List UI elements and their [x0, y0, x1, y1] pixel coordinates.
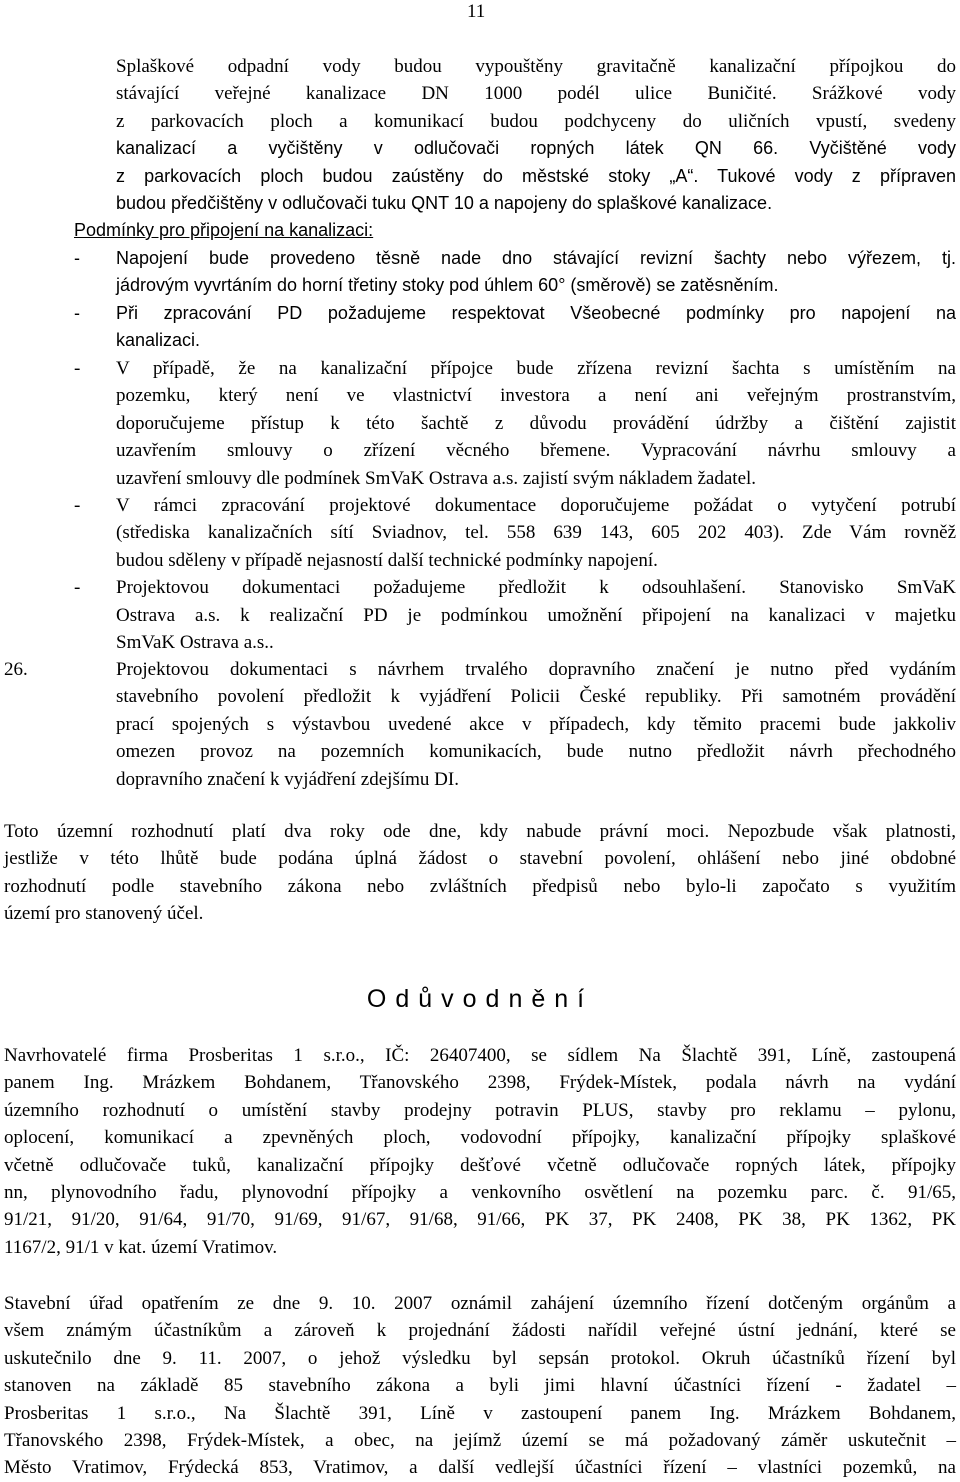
text-line: oplocení, komunikací a zpevněných ploch, vodovodní přípojky, kanalizační přípojky splaškové	[4, 1127, 956, 1149]
text-line: Při zpracování PD požadujeme respektovat Všeobecné podmínky pro napojení na	[116, 302, 956, 323]
condition-item	[74, 574, 956, 656]
item-26	[4, 656, 956, 793]
text-line: Třanovského 2398, Frýdek-Místek, a obec, na jejímž území se má požadovaný záměr uskutečnit –	[4, 1430, 956, 1452]
text-line: Stavební úřad opatřením ze dne 9. 10. 2007 oznámil zahájení územního řízení dotčeným orgánům a	[4, 1293, 956, 1314]
text-line: Napojení bude provedeno těsně nade dno stávající revizní šachty nebo výřezem, tj.	[116, 248, 956, 268]
text-line: jestliže v této lhůtě bude podána úplná žádost o stavební povolení, ohlášení nebo jiné obdobné	[4, 848, 956, 870]
text-line: kanalizaci.	[116, 330, 201, 351]
text-line: jádrovým vyvrtáním do horní třetiny stoky pod úhlem 60° (směrově) se zatěsněním.	[116, 275, 779, 296]
text-line: Ostrava a.s. k realizační PD je podmínkou umožnění připojení na kanalizaci v majetku	[116, 604, 956, 626]
page-number: 11	[467, 1, 486, 22]
list-dash: -	[74, 577, 81, 599]
text-line: územního rozhodnutí o umístění stavby prodejny potravin PLUS, stavby pro reklamu – pylonu,	[4, 1099, 956, 1121]
condition-item	[74, 300, 956, 355]
list-dash: -	[74, 495, 81, 517]
text-line: (střediska kanalizačních sítí Sviadnov, tel. 558 639 143, 605 202 403). Zde Vám rovněž	[116, 522, 956, 544]
text-line: pozemku, který není ve vlastnictví investora a není ani veřejným prostranstvím,	[116, 385, 956, 407]
text-line: všem známým účastníkům a zároveň k projednání žádosti nařídil veřejné ústní jednání, které se	[4, 1320, 956, 1342]
text-line: Město Vratimov, Frýdecká 853, Vratimov, a další vedlejší účastníci řízení – vlastníci pozemků, na	[4, 1457, 956, 1479]
text-line: 91/21, 91/20, 91/64, 91/70, 91/69, 91/67, 91/68, 91/66, PK 37, PK 2408, PK 38, PK 1362, PK	[4, 1209, 956, 1231]
text-line: z parkovacích ploch budou zaústěny do městské stoky „A“. Tukové vody z přípraven	[116, 165, 956, 186]
text-line: Navrhovatelé firma Prosberitas 1 s.r.o., IČ: 26407400, se sídlem Na Šlachtě 391, Líně, zastoupená	[4, 1045, 956, 1066]
text-line: Projektovou dokumentaci s návrhem trvalého dopravního značení je nutno před vydáním	[116, 659, 956, 680]
text-line: budou sděleny v případě nejasností další technické podmínky napojení.	[116, 549, 658, 571]
condition-item	[74, 355, 956, 492]
text-line: rozhodnutí podle stavebního zákona nebo zvláštních předpisů nebo bylo-li započato s využitím	[4, 875, 956, 897]
text-line: uzavření smlouvy dle podmínek SmVaK Ostrava a.s. zajistí svým nákladem žadatel.	[116, 467, 757, 489]
text-line: dopravního značení k vyjádření zdejšímu DI.	[116, 768, 459, 790]
sewage-paragraph	[116, 53, 956, 217]
validity-paragraph	[4, 818, 956, 928]
item-number: 26.	[4, 659, 28, 680]
text-line: území pro stanovený účel.	[4, 903, 204, 925]
conditions-title	[74, 217, 474, 244]
conditions-title-text: Podmínky pro připojení na kanalizaci:	[74, 220, 374, 240]
text-line: uzavřením smlouvy o zřízení věcného břemene. Vypracování návrhu smlouvy a	[116, 440, 956, 462]
text-line: kanalizací a vyčištěny v odlučovači ropných látek QN 66. Vyčištěné vody	[116, 138, 956, 159]
text-line: Prosberitas 1 s.r.o., Na Šlachtě 391, Líně v zastoupení panem Ing. Mrázkem Bohdanem,	[4, 1402, 956, 1424]
text-line: Toto územní rozhodnutí platí dva roky ode dne, kdy nabude právní moci. Nepozbude však platnosti,	[4, 821, 956, 842]
text-line: 1167/2, 91/1 v kat. území Vratimov.	[4, 1236, 278, 1258]
text-line: Splaškové odpadní vody budou vypouštěny gravitačně kanalizační přípojkou do	[116, 56, 956, 77]
text-line: z parkovacích ploch a komunikací budou podchyceny do uličních vpustí, svedeny	[116, 110, 956, 132]
condition-item	[74, 492, 956, 574]
conditions-list-continued	[74, 355, 956, 656]
text-line: prací spojených s výstavbou uvedené akce v případech, kdy těmito pracemi bude jakkoliv	[116, 713, 956, 735]
text-line: omezen provoz na pozemních komunikacích, bude nutno předložit návrh přechodného	[116, 741, 956, 763]
text-line: stavebního povolení předložit k vyjádření Policii České republiky. Při samotném provádění	[116, 686, 956, 708]
text-line: stávající veřejné kanalizace DN 1000 podél ulice Buničité. Srážkové vody	[116, 83, 956, 105]
text-line: Projektovou dokumentaci požadujeme předložit k odsouhlašení. Stanovisko SmVaK	[116, 577, 956, 599]
text-line: V případě, že na kanalizační přípojce bude zřízena revizní šachta s umístěním na	[116, 358, 956, 379]
list-dash: -	[74, 302, 80, 323]
office-paragraph	[4, 1290, 956, 1482]
text-line: doporučujeme přístup k této šachtě z důvodu provádění údržby a čištění zajistit	[116, 412, 956, 434]
applicant-paragraph	[4, 1042, 956, 1261]
text-line: V rámci zpracování projektové dokumentace doporučujeme požádat o vytyčení potrubí	[116, 495, 956, 517]
text-line: budou předčištěny v odlučovači tuku QNT 10 a napojeny do splaškové kanalizace.	[116, 193, 773, 214]
text-line: uskutečnilo dne 9. 11. 2007, o jehož výsledku byl sepsán protokol. Okruh účastníků řízení byl	[4, 1347, 956, 1369]
text-line: panem Ing. Mrázkem Bohdanem, Třanovského 2398, Frýdek-Místek, podala návrh na vydání	[4, 1072, 956, 1094]
text-line: nn, plynovodního řadu, plynovodní přípojky a venkovního osvětlení na pozemku parc. č. 91/65,	[4, 1182, 956, 1204]
conditions-list	[74, 245, 956, 355]
list-dash: -	[74, 358, 81, 379]
text-line: včetně odlučovače tuků, kanalizační přípojky dešťové včetně odlučovače ropných látek, přípojky	[4, 1154, 956, 1176]
text-line: SmVaK Ostrava a.s..	[116, 632, 274, 654]
justification-heading: Odůvodnění	[366, 985, 594, 1013]
list-dash: -	[74, 248, 80, 268]
text-line: stanoven na základě 85 stavebního zákona a byli jimi hlavní účastníci řízení - žadatel –	[4, 1375, 956, 1397]
condition-item	[74, 245, 956, 300]
